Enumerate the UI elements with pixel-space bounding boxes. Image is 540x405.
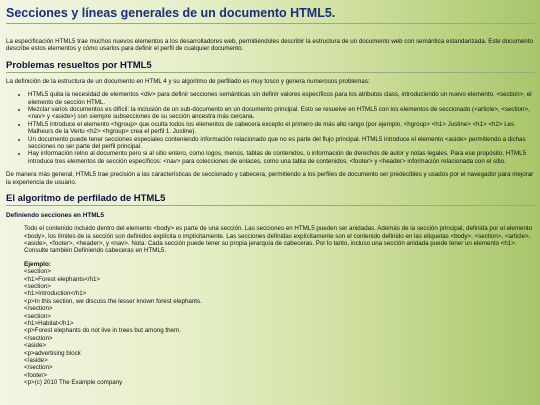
- code-line: <section>: [24, 312, 51, 320]
- problems-paragraph: La definición de la estructura de un documento en HTML 4 y su algoritmo de perfilado es muy tosco y genera numerosos problemas:: [6, 77, 370, 85]
- sections-paragraph: Todo el contenido incluido dentro del elemento <body> es parte de una sección. Las secciones en HTML5 pueden ser anidadas. Además de la sección principal, definida por el elemento <body>, los límites de la sección son definidos explícita o implícitamente. Las secciones definidas explícitamente son el contenido definido en las etiquetas <body>, <section>, <article>, <aside>, <footer>, <header>, y <nav>. Nota: Cada sección puede tener su propia jerarquía de cabeceras. Por lo tanto, incluso una sección anidada puede tener un elemento <h1>. Consulte también Definiendo cabeceras en HTML5.: [24, 225, 533, 255]
- code-line: <section>: [24, 268, 51, 276]
- code-line: <h1>Forest elephants</h1>: [24, 275, 101, 283]
- section-heading-problems: Problemas resueltos por HTML5: [6, 60, 535, 73]
- code-line: <p>advertising block: [24, 349, 81, 357]
- code-line: </section>: [24, 364, 53, 372]
- subsection-heading: Definiendo secciones en HTML5: [6, 212, 105, 220]
- code-line: </aside>: [24, 357, 48, 364]
- code-line: <h1>Introduction</h1>: [24, 290, 87, 298]
- example-label: Ejemplo:: [24, 260, 51, 268]
- code-line: </section>: [24, 334, 53, 342]
- code-line: <h1>Habitat</h1>: [24, 319, 74, 327]
- code-line: <section>: [24, 282, 51, 290]
- problems-closing-paragraph: De manera más general, HTML5 trae precisión a las características de seccionado y cabecera, permitiendo a los perfiles de documento ser predecibles y usados por el navegador para mejorar la experiencia de usuario.: [6, 171, 534, 186]
- problems-list: [6, 91, 535, 165]
- list-item: • HTML5 quita la necesidad de elementos <div> para definir secciones semánticas sin definir valores específicos para los atributos class, introduciendo un nuevo elemento, <section>, el elemento de sección HTML.: [28, 91, 535, 106]
- list-item: • Un documento puede tener secciones especiales conteniendo información relacionado que no es parte del flujo principal. HTML5 introduce el elemento <aside> permitiendo a dichas secciones no ser parte del perfil principal.: [28, 136, 535, 151]
- section-heading-algorithm: El algoritmo de perfilado de HTML5: [6, 193, 535, 206]
- code-line: <p>(c) 2010 The Example company: [24, 379, 123, 387]
- code-line: <aside>: [24, 342, 47, 350]
- list-item: • Hay información relno al documento pero si al sitio entero, como logos, menús, tablas de contenidos, o información de derechos de autor y notas legales. Para ese propósito, HTML5 introduce tres elementos de sección específicos: <nav> para colecciones de enlaces, como una tabla de contenidos, <footer> y <header> información relacionada con el sitio.: [28, 150, 535, 165]
- code-line: </section>: [24, 305, 53, 313]
- indented-block: [6, 225, 535, 387]
- code-line: <footer>: [24, 371, 48, 379]
- code-example: [24, 268, 535, 387]
- code-line: <p>Forest elephants do not live in trees but among them.: [24, 327, 181, 335]
- code-line: <p>In this section, we discuss the lesser known forest elephants.: [24, 297, 202, 305]
- page-title: Secciones y líneas generales de un documento HTML5.: [6, 3, 535, 24]
- list-item: • HTML5 introduce el elemento <hgroup> que oculta todos los elementos de cabecera excepto el primero de más alto rango (por ejemplo, <hgroup> <h1> Justine> <h1> <h2> Les Malheurs de la Vertu <h2> <hgroup> crea el perfil 1. Justine).: [28, 121, 535, 136]
- list-item: • Mezclar varios documentos es difícil: la inclusión de un sub-documento en un documento principal. Esto se resuelve en HTML5 con los elementos de seccionado (<article>, <section>, <nav> y <aside>) son siempre subsecciones de su sección ancestra más cercana.: [28, 106, 535, 121]
- intro-paragraph: La especificación HTML5 trae muchos nuevos elementos a los desarrolladores web, permitiéndoles describir la estructura de un documento web con semántica estandarizada. Este documento describe estos elementos y cómo usarlos para definir el perfil de cualquier documento.: [6, 38, 533, 53]
